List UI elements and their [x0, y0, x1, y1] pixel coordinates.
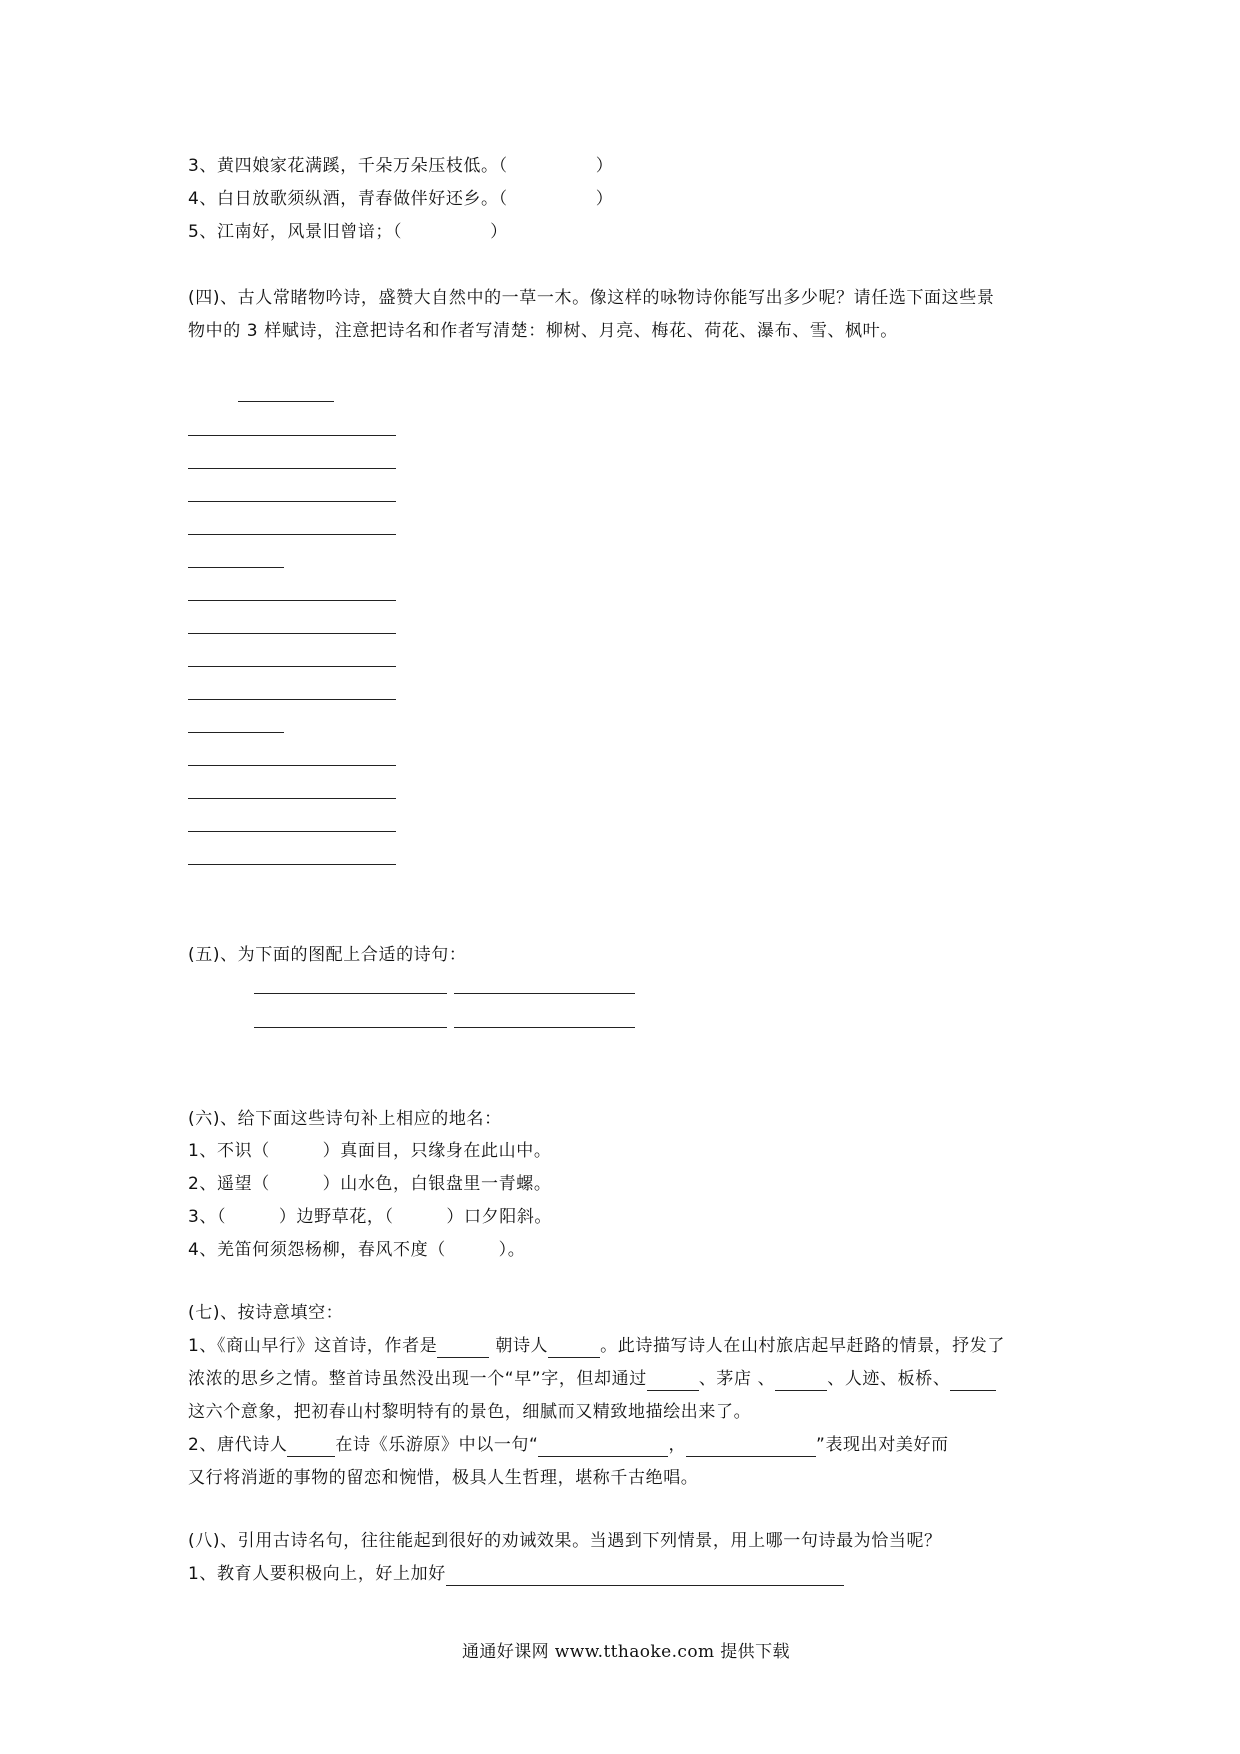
answer-line[interactable]	[188, 567, 284, 568]
fill-blank[interactable]	[437, 1335, 489, 1358]
answer-line[interactable]	[188, 633, 396, 634]
answer-line[interactable]	[454, 1027, 635, 1028]
section-5-heading: (五)、为下面的图配上合适的诗句：	[188, 945, 467, 965]
question-item: 2、遥望（ ）山水色，白银盘里一青螺。	[188, 1174, 552, 1194]
answer-line[interactable]	[188, 600, 396, 601]
fill-blank[interactable]	[538, 1434, 668, 1457]
answer-line[interactable]	[188, 831, 396, 832]
page-footer: 通通好课网 www.tthaoke.com 提供下载	[462, 1642, 790, 1662]
question-item: 3、黄四娘家花满蹊，千朵万朵压枝低。（ ）	[188, 156, 614, 176]
answer-line[interactable]	[188, 864, 396, 865]
fill-blank[interactable]	[548, 1335, 600, 1358]
question-7-2-line-2: 又行将消逝的事物的留恋和惋惜，极具人生哲理，堪称千古绝唱。	[188, 1468, 699, 1488]
fill-blank[interactable]	[647, 1368, 699, 1391]
question-text: 。此诗描写诗人在山村旅店起早赶路的情景，抒发了	[600, 1336, 1005, 1356]
question-text: ，	[668, 1435, 687, 1455]
answer-line[interactable]	[188, 666, 396, 667]
question-7-2	[188, 1434, 949, 1457]
question-7-1-line-3: 这六个意象，把初春山村黎明特有的景色，细腻而又精致地描绘出来了。	[188, 1402, 752, 1422]
answer-line[interactable]	[254, 993, 447, 994]
fill-blank[interactable]	[686, 1434, 816, 1457]
answer-line[interactable]	[188, 798, 396, 799]
question-item: 4、白日放歌须纵酒，青春做伴好还乡。（ ）	[188, 189, 614, 209]
fill-blank[interactable]	[950, 1368, 996, 1391]
question-text: 浓浓的思乡之情。整首诗虽然没出现一个“早”字，但却通过	[188, 1369, 647, 1389]
question-8-1	[188, 1563, 844, 1586]
answer-line[interactable]	[454, 993, 635, 994]
answer-line[interactable]	[188, 435, 396, 436]
question-text: 1、教育人要积极向上，好上加好	[188, 1564, 446, 1584]
section-4-prompt-line-1: (四)、古人常睹物吟诗，盛赞大自然中的一草一木。像这样的咏物诗你能写出多少呢？请任选下面这些景	[188, 288, 995, 308]
question-text: 、人迹、板桥、	[827, 1369, 951, 1389]
question-text: 在诗《乐游原》中以一句“	[335, 1435, 539, 1455]
section-6-heading: (六)、给下面这些诗句补上相应的地名：	[188, 1109, 502, 1129]
section-8-heading: (八)、引用古诗名句，往往能起到很好的劝诫效果。当遇到下列情景，用上哪一句诗最为恰当呢？	[188, 1531, 942, 1551]
answer-line[interactable]	[188, 732, 284, 733]
answer-line[interactable]	[188, 765, 396, 766]
question-item: 1、不识（ ）真面目，只缘身在此山中。	[188, 1141, 552, 1161]
fill-blank[interactable]	[287, 1434, 335, 1457]
answer-line[interactable]	[188, 699, 396, 700]
answer-line[interactable]	[188, 534, 396, 535]
question-text: ”表现出对美好而	[816, 1435, 949, 1455]
poem-title-blank[interactable]	[238, 401, 334, 402]
question-text: 朝诗人	[495, 1336, 549, 1356]
question-text: 1、《商山早行》这首诗，作者是	[188, 1336, 438, 1356]
question-item: 5、江南好，风景旧曾谙；（ ）	[188, 222, 508, 242]
question-item: 4、羌笛何须怨杨柳，春风不度（ ）。	[188, 1240, 526, 1260]
question-item: 3、（ ）边野草花，（ ）口夕阳斜。	[188, 1207, 553, 1227]
answer-line[interactable]	[188, 501, 396, 502]
section-7-heading: (七)、按诗意填空：	[188, 1303, 344, 1323]
question-7-1-line-2	[188, 1368, 996, 1391]
section-4-prompt-line-2: 物中的 3 样赋诗，注意把诗名和作者写清楚：柳树、月亮、梅花、荷花、瀑布、雪、枫叶。	[188, 321, 898, 341]
question-text: 、茅店 、	[698, 1369, 776, 1389]
question-7-1	[188, 1335, 1005, 1358]
fill-blank[interactable]	[446, 1563, 844, 1586]
fill-blank[interactable]	[775, 1368, 827, 1391]
question-text: 2、唐代诗人	[188, 1435, 288, 1455]
answer-line[interactable]	[254, 1027, 447, 1028]
answer-line[interactable]	[188, 468, 396, 469]
